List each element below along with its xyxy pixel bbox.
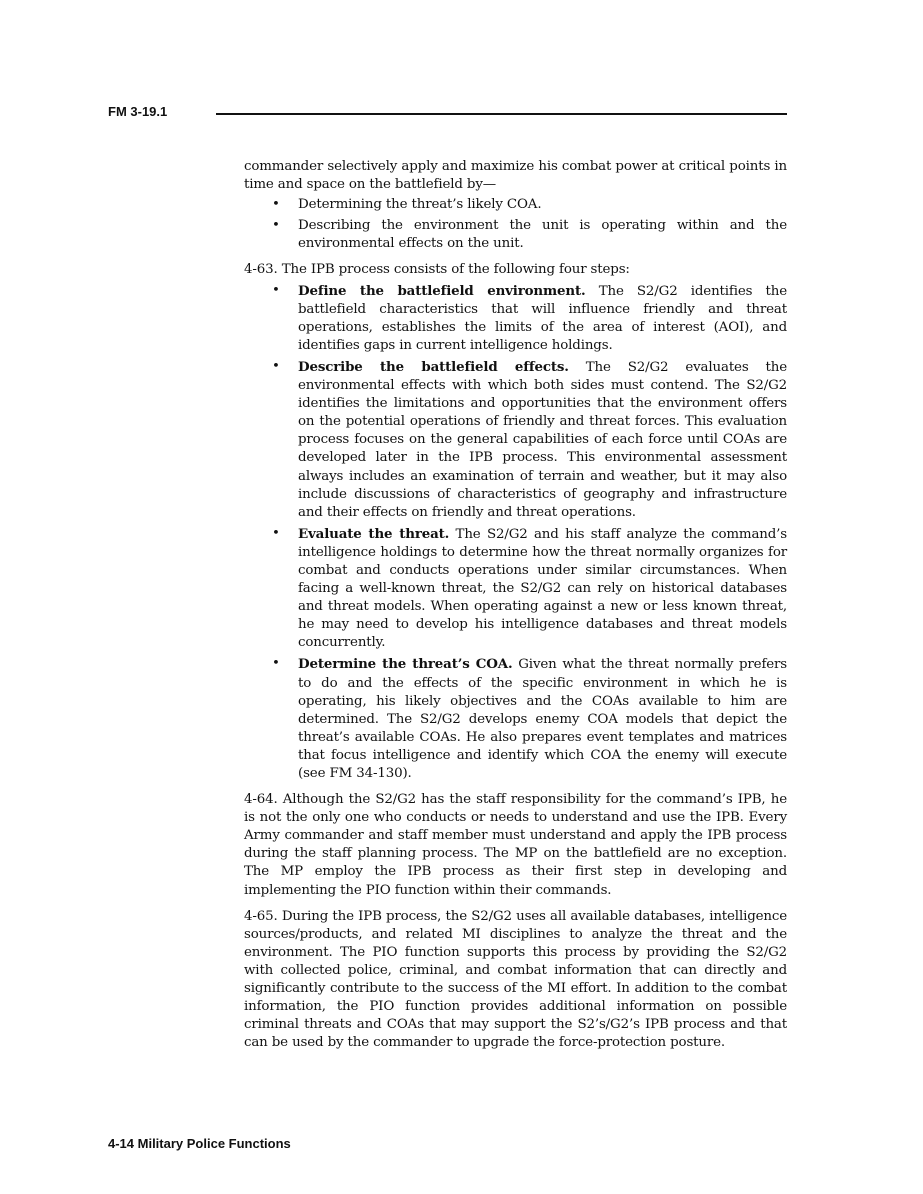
bullet-icon: • [272,358,280,374]
bullet-icon: • [272,656,280,672]
body-text [244,158,787,1060]
step-title: Describe the battlefield effects. [298,358,569,375]
bullet-icon: • [272,282,280,298]
step-text: Given what the threat normally prefers to do and the effects of the specific environment in which he is operating, his likely objectives and the COAs available to him are determined. The S2/G2 develops enemy COA models that depict the threat’s available COAs. He also prepares event templates and matrices that focus intelligence and identify which COA the enemy will execute (see FM 34-130). [298,657,788,781]
list-item [244,655,787,783]
ipb-steps-list [244,282,787,784]
step-title: Evaluate the threat. [298,525,450,542]
list-item: • Determining the threat’s likely COA. [244,196,787,214]
list-item [244,282,787,355]
bullet-icon: • [272,525,280,541]
bullet-icon: • [272,218,280,234]
paragraph-4-65: 4-65. During the IPB process, the S2/G2 uses all available databases, intelligence sources/products, and related MI disciplines to analyze the threat and the environment. The PIO function supports this process by providing the S2/G2 with collected police, criminal, and combat information that can directly and significantly contribute to the success of the MI effort. In addition to the combat information, the PIO function provides additional information on possible criminal threats and COAs that may support the S2’s/G2’s IPB process and that can be used by the commander to upgrade the force-protection posture. [244,908,787,1051]
page-footer: 4-14 Military Police Functions [108,1136,291,1151]
step-text: The S2/G2 identifies the battlefield characteristics that will influence friendly and threat operations, establishes the limits of the area of interest (AOI), and identifies gaps in current intelligence holdings. [298,283,787,353]
bullet-icon: • [272,197,280,213]
paragraph-4-63: 4-63. The IPB process consists of the following four steps: [244,262,630,278]
intro-bullet-list [244,196,787,253]
step-title: Determine the threat’s COA. [298,656,513,673]
list-item [244,358,787,522]
list-item: • Describing the environment the unit is operating within and the environmental effects on the unit. [272,218,787,252]
manual-id: FM 3-19.1 [108,104,168,119]
intro-paragraph: commander selectively apply and maximize his combat power at critical points in time and space on the battlefield by— [244,159,787,193]
step-text: The S2/G2 evaluates the environmental effects with which both sides must contend. The S2/G2 identifies the limitations and opportunities that the environment offers on the potential operations of friendly and threat forces. This evaluation process focuses on the general capabilities of each force until COAs are developed later in the IPB process. This environmental assessment always includes an examination of terrain and weather, but it may also include discussions of characteristics of geography and infrastructure and their effects on friendly and threat operations. [298,359,787,520]
step-title: Define the battlefield environment. [298,282,586,299]
list-item [244,525,787,653]
header-rule [216,113,787,115]
step-text: The S2/G2 and his staff analyze the command’s intelligence holdings to determine how the threat normally organizes for combat and conducts operations under similar circumstances. When facing a well-known threat, the S2/G2 can rely on historical databases and threat models. When operating against a new or less known threat, he may need to develop his intelligence databases and threat models concurrently. [298,526,788,651]
paragraph-4-64: 4-64. Although the S2/G2 has the staff responsibility for the command’s IPB, he is not the only one who conducts or needs to understand and use the IPB. Every Army commander and staff member must understand and apply the IPB process during the staff planning process. The MP on the battlefield are no exception. The MP employ the IPB process as their first step in developing and implementing the PIO function within their commands. [244,792,787,898]
